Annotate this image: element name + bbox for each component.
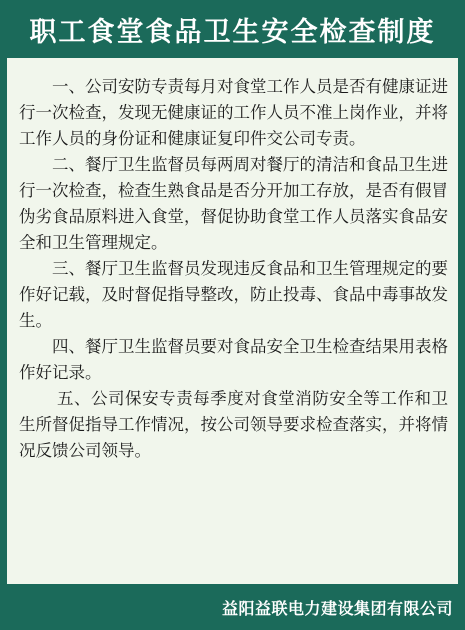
footer-band xyxy=(0,584,465,630)
page-title: 职工食堂食品卫生安全检查制度 xyxy=(29,16,436,48)
regulation-paragraph-3: 三、餐厅卫生监督员发现违反食品和卫生管理规定的要作好记载，及时督促指导整改，防止投毒、食品中毒事故发生。 xyxy=(19,259,448,330)
left-border xyxy=(0,58,7,584)
company-name: 益阳益联电力建设集团有限公司 xyxy=(221,598,453,618)
regulation-paragraph-2: 二、餐厅卫生监督员每两周对餐厅的清洁和食品卫生进行一次检查，检查生熟食品是否分开加工存放，是否有假冒伪劣食品原料进入食堂，督促协助食堂工作人员落实食品安全和卫生管理规定。 xyxy=(19,155,448,252)
header-band xyxy=(0,0,465,58)
regulation-paragraph-5: 五、公司保安专责每季度对食堂消防安全等工作和卫生所督促指导工作情况，按公司领导要求检查落实，并将情况反馈公司领导。 xyxy=(19,389,448,460)
regulation-paragraph-1: 一、公司安防专责每月对食堂工作人员是否有健康证进行一次检查，发现无健康证的工作人员不准上岗作业，并将工作人员的身份证和健康证复印件交公司专责。 xyxy=(19,77,448,148)
regulation-paragraph-4: 四、餐厅卫生监督员要对食品安全卫生检查结果用表格作好记录。 xyxy=(19,337,448,382)
right-border xyxy=(458,58,465,584)
content-panel xyxy=(7,58,458,584)
